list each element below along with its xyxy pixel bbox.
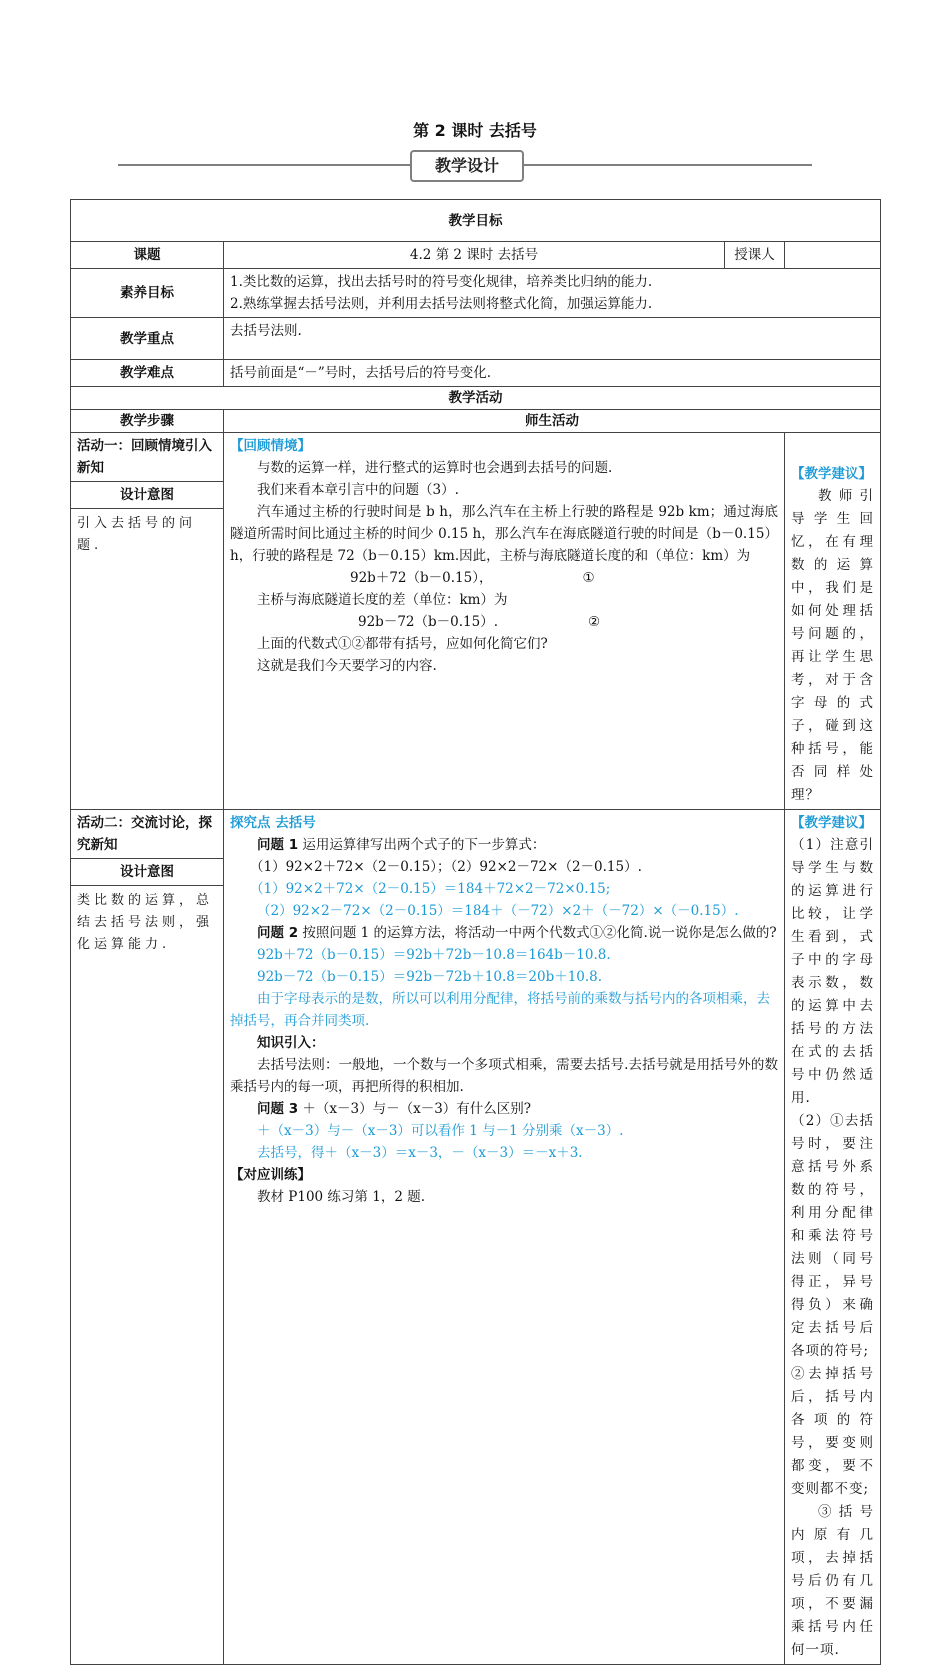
act2-q1 [230,834,778,856]
act2-main [224,810,785,1665]
q1-ans1: （1）92×2＋72×（2－0.15）＝184＋72×2－72×0.15; [250,881,611,897]
q2-text: 按照问题 1 的运算方法，将活动一中两个代数式①②化简.说一说你是怎么做的? [298,925,777,941]
act1-side-title: 【教学建议】 [791,466,872,482]
act1-eq2-no: ② [588,614,601,630]
act2-side-title: 【教学建议】 [791,815,872,831]
act1-p5: 上面的代数式①②都带有括号，应如何化简它们? [257,636,548,652]
q1-text: 运用运算律写出两个式子的下一步算式： [298,837,546,853]
act1-p6: 这就是我们今天要学习的内容. [257,658,437,674]
act1-p1: 与数的运算一样，进行整式的运算时也会遇到去括号的问题. [257,460,613,476]
act1-eq1-expr: 92b＋72（b－0.15）， [350,570,493,586]
section-goals-title: 教学目标 [71,200,881,242]
goal-line-1: 1.类比数的运算，找出去括号时的符号变化规律，培养类比归纳的能力. [230,274,653,290]
q3-label: 问题 3 [257,1101,299,1117]
page-title: 第 2 课时 去括号 [413,121,537,140]
act1-side-text: 教师引导学生回忆，在有理数的运算中，我们是如何处理括号问题的，再让学生思考，对于含字母的式子，碰到这种括号，能否同样处理？ [791,488,875,803]
act2-q2 [230,922,778,944]
act2-side-p2: （2）①去括号时，要注意括号外系数的符号，利用分配律和乘法符号法则（同号得正，异号得负）来确定去括号后各项的符号; [791,1113,875,1359]
banner-line-left [118,164,410,166]
banner-line-right [520,164,812,166]
act2-design-text: 类比数的运算，总结去括号法则，强化运算能力. [77,893,214,952]
key-point-label: 教学重点 [71,318,224,360]
topic-label: 课题 [71,242,224,269]
knowledge-label: 知识引入： [257,1035,325,1051]
act1-eq1 [230,567,778,589]
rule-text: 去括号法则：一般地，一个数与一个多项式相乘，需要去括号.去括号就是用括号外的数乘括号内的每一项，再把所得的积相加. [230,1057,778,1095]
act1-eq2-expr: 92b－72（b－0.15）. [358,614,498,630]
act2-side-p3: ②去掉括号后，括号内各项的符号，要变则都变，要不变则都不变; [791,1366,875,1497]
act1-p2: 我们来看本章引言中的问题（3）. [257,482,459,498]
q3-ans1: ＋（x－3）与－（x－3）可以看作 1 与－1 分别乘（x－3）. [257,1123,624,1139]
q1-items: （1）92×2＋72×（2－0.15）；（2）92×2－72×（2－0.15）. [250,859,642,875]
act2-side-p1: （1）注意引导学生与数的运算进行比较，让学生看到，式子中的字母表示数，数的运算中去括号的方法在式的去括号中仍然适用. [791,837,875,1106]
q2-ans2: 92b－72（b－0.15）＝92b－72b＋10.8＝20b＋10.8. [257,969,603,985]
q1-label: 问题 1 [257,837,299,853]
act2-q3 [230,1098,778,1120]
q3-ans2: 去括号，得＋（x－3）＝x－3，－（x－3）＝－x＋3. [257,1145,583,1161]
lesson-plan-table [70,199,881,1665]
act1-eq2 [230,611,778,633]
act1-main [224,433,785,810]
act1-design-text: 引入去括号的问题. [77,516,197,553]
train-label: 【对应训练】 [230,1167,311,1183]
goal-content [224,269,881,318]
difficulty-label: 教学难点 [71,360,224,387]
topic-value: 4.2 第 2 课时 去括号 [224,242,725,269]
act1-p4: 主桥与海底隧道长度的差（单位：km）为 [257,592,508,608]
act2-left [71,810,224,1665]
difficulty-value: 括号前面是“－”号时，去括号后的符号变化. [224,360,881,387]
teacher-label: 授课人 [725,242,785,269]
q2-ans3: 由于字母表示的是数，所以可以利用分配律，将括号前的乘数与括号内的各项相乘，去掉括号，再合并同类项. [230,991,770,1029]
q3-text: ＋（x－3）与－（x－3）有什么区别? [298,1101,532,1117]
act1-eq1-no: ① [582,570,595,586]
act1-title: 活动一：回顾情境引入新知 [71,433,223,482]
key-point-value: 去括号法则. [224,318,881,360]
train-text: 教材 P100 练习第 1，2 题. [257,1189,425,1205]
q2-ans1: 92b＋72（b－0.15）＝92b＋72b－10.8＝164b－10.8. [257,947,611,963]
act1-tag: 【回顾情境】 [230,438,311,454]
act2-side [785,810,881,1665]
goal-line-2: 2.熟练掌握去括号法则，并利用去括号法则将整式化简，加强运算能力. [230,296,653,312]
act1-side [785,433,881,810]
act2-explore: 探究点 去括号 [230,815,316,831]
teacher-value [785,242,881,269]
act2-title: 活动二：交流讨论，探究新知 [71,810,223,859]
goal-label: 素养目标 [71,269,224,318]
act1-left [71,433,224,810]
act1-design-label: 设计意图 [71,482,223,509]
act1-p3: 汽车通过主桥的行驶时间是 b h，那么汽车在主桥上行驶的路程是 92b km；通过海底隧道所需时间比通过主桥的时间少 0.15 h，那么汽车在海底隧道行驶的时间是（b－0.15）h，行驶的路程是 72（b－0.15）km.因此，主桥与海底隧道长度的和（单位：km）为 [230,504,778,564]
q1-ans2: （2）92×2－72×（2－0.15）＝184＋（－72）×2＋（－72）×（－0.15）. [257,903,739,919]
activity-header: 师生活动 [224,410,881,433]
act2-side-p4: ③括号内原有几项，去掉括号后仍有几项，不要漏乘括号内任何一项. [791,1504,875,1658]
steps-header: 教学步骤 [71,410,224,433]
section-activity-title: 教学活动 [71,387,881,410]
q2-label: 问题 2 [257,925,299,941]
banner-label: 教学设计 [410,150,524,182]
act2-design-label: 设计意图 [71,859,223,886]
